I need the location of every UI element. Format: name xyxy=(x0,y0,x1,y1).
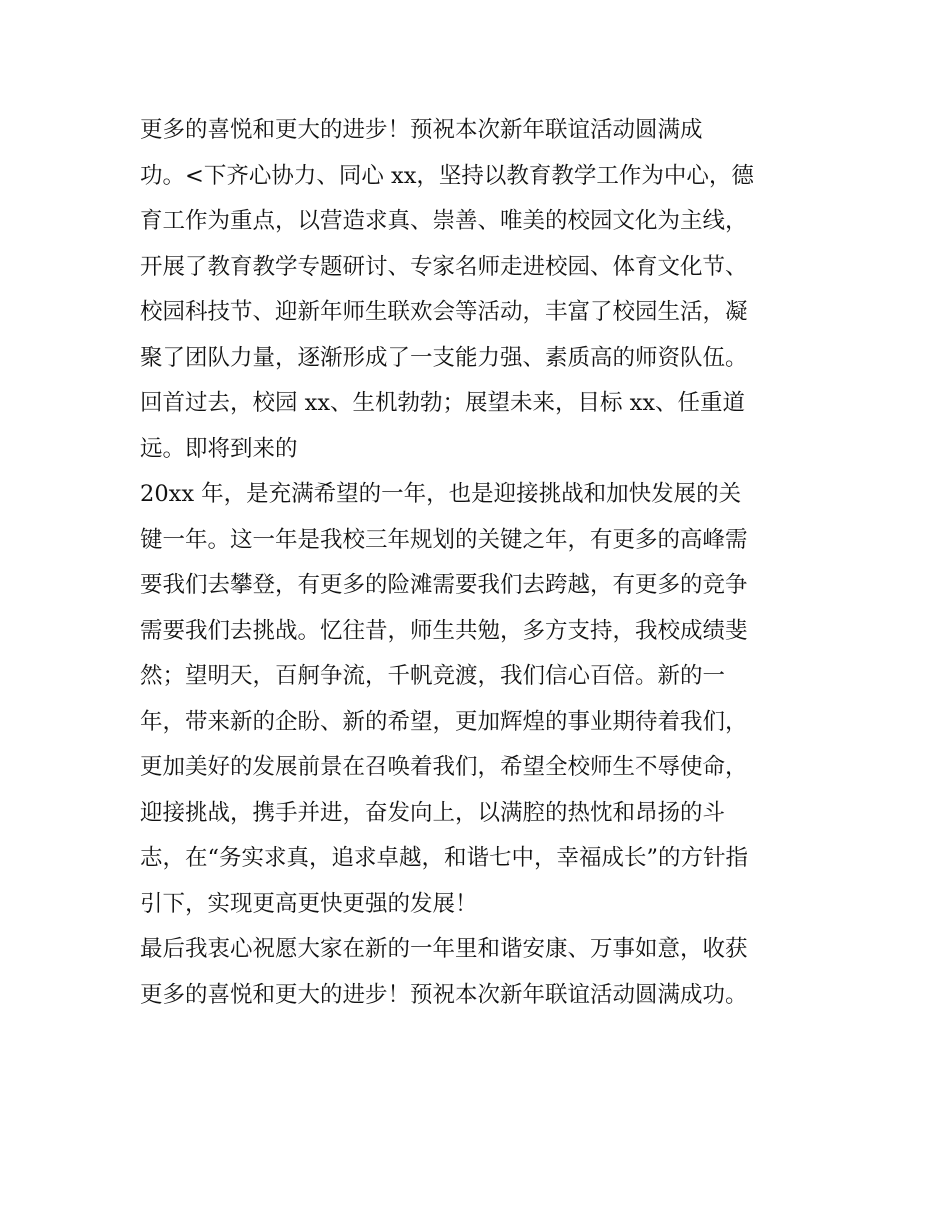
text-line: 远。即将到来的 xyxy=(140,435,298,462)
text-line: 需要我们去挑战。忆往昔，师生共勉，多方支持，我校成绩斐 xyxy=(140,617,748,644)
text-line: 更加美好的发展前景在召唤着我们，希望全校师生不辱使命， xyxy=(140,754,748,780)
text-line: 然；望明天，百舸争流，千帆竞渡，我们信心百倍。新的一 xyxy=(140,663,726,689)
text-line: 育工作为重点，以营造求真、崇善、唯美的校园文化为主线， xyxy=(140,208,748,234)
text-line: 开展了教育教学专题研讨、专家名师走进校园、体育文化节、 xyxy=(140,253,748,280)
text-line: 更多的喜悦和更大的进步！预祝本次新年联谊活动圆满成功。 xyxy=(140,981,748,1008)
text-line: 志，在“务实求真，追求卓越，和谐七中，幸福成长”的方针指 xyxy=(140,845,749,871)
text-line: 最后我衷心祝愿大家在新的一年里和谐安康、万事如意，收获 xyxy=(140,936,748,962)
text-line: 键一年。这一年是我校三年规划的关键之年，有更多的高峰需 xyxy=(140,526,748,553)
text-line: 20xx 年，是充满希望的一年，也是迎接挑战和加快发展的关 xyxy=(140,481,742,507)
text-line: 聚了团队力量，逐渐形成了一支能力强、素质高的师资队伍。 xyxy=(140,344,748,371)
body-text xyxy=(140,108,830,1018)
text-line: 校园科技节、迎新年师生联欢会等活动，丰富了校园生活，凝 xyxy=(140,299,748,325)
text-line: 功。<下齐心协力、同心 xx，坚持以教育教学工作为中心，德 xyxy=(140,162,754,189)
text-line: 回首过去，校园 xx、生机勃勃；展望未来，目标 xx、任重道 xyxy=(140,390,746,416)
text-line: 引下，实现更高更快更强的发展！ xyxy=(140,890,478,917)
text-line: 迎接挑战，携手并进，奋发向上，以满腔的热忱和昂扬的斗 xyxy=(140,799,726,826)
text-line: 更多的喜悦和更大的进步！预祝本次新年联谊活动圆满成 xyxy=(140,117,703,143)
text-line: 要我们去攀登，有更多的险滩需要我们去跨越，有更多的竞争 xyxy=(140,572,748,598)
text-line: 年，带来新的企盼、新的希望，更加辉煌的事业期待着我们， xyxy=(140,708,748,735)
